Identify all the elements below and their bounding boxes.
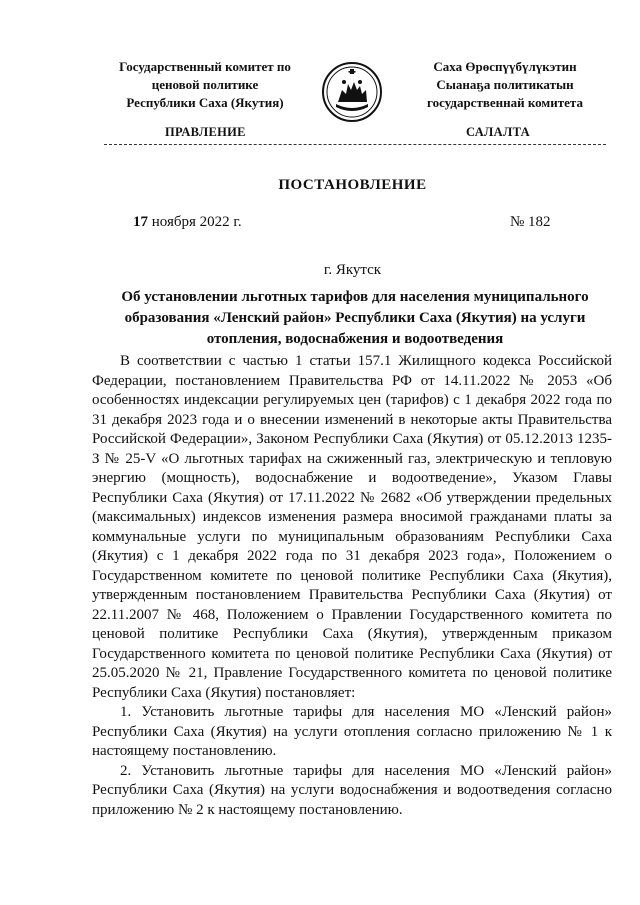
document-city: г. Якутск <box>323 262 382 278</box>
committee-name-sakha <box>405 58 605 112</box>
document-number: № 182 <box>510 214 551 230</box>
subject-line: Об установлении льготных тарифов для населения муниципального <box>121 289 589 305</box>
committee-name-sakha-line: Саха Өрөспүүбүлүкэтин <box>433 59 577 74</box>
board-label-sakha: САЛАЛТА <box>466 125 530 139</box>
date-rest: ноября 2022 г. <box>151 214 242 230</box>
body-paragraph: 1. Установить льготные тарифы для населения МО «Ленский район» Республики Саха (Якутия) на услуги отопления согласно приложению № 1 к настоящему постановлению. <box>92 704 612 759</box>
document-subject <box>100 287 610 350</box>
header-divider <box>104 144 606 145</box>
yakutia-coat-of-arms-icon <box>320 60 384 124</box>
date-day: 17 <box>133 214 148 230</box>
document-type: ПОСТАНОВЛЕНИЕ <box>278 177 427 193</box>
subject-line: отопления, водоснабжения и водоотведения <box>206 331 504 347</box>
board-label-ru: ПРАВЛЕНИЕ <box>165 125 246 139</box>
body-paragraph: 2. Установить льготные тарифы для населения МО «Ленский район» Республики Саха (Якутия) на услуги водоснабжения и водоотведения согласно приложению № 2 к настоящему постановлению. <box>92 762 612 818</box>
committee-name-sakha-line: Сыанаҕа политикатын <box>436 77 574 92</box>
document-body <box>92 352 612 820</box>
committee-name-sakha-line: государственнай комитета <box>427 95 583 110</box>
document-date <box>133 214 242 231</box>
body-paragraph: В соответствии с частью 1 статьи 157.1 Жилищного кодекса Российской Федерации, постановлением Правительства РФ от 14.11.2022 № 2053 «Об особенностях индексации регулируемых цен (тарифов) с 1 декабря 2022 года по 31 декабря 2023 года и о внесении изменений в некоторые акты Правительства Российской Федерации», Законом Республики Саха (Якутия) от 05.12.2013 1235-З № 25-V «О льготных тарифах на сжиженный газ, электрическую и тепловую энергию (мощность), водоснабжение и водоотведение», Указом Главы Республики Саха (Якутия) от 17.11.2022 № 2682 «Об утверждении предельных (максимальных) индексов изменения размера вносимой гражданами платы за коммунальные услуги по муниципальным образованиям Республики Саха (Якутия) с 1 декабря 2022 года по 31 декабря 2023 года», Положением о Государственном комитете по ценовой политике Республики Саха (Якутия), утвержденным постановлением Правительства Республики Саха (Якутия) от 22.11.2007 № 468, Положением о Правлении Государственного комитета по ценовой политике Республики Саха (Якутия), утвержденным приказом Государственного комитета по ценовой политике Республики Саха (Якутия) от 25.05.2020 № 21, Правление Государственного комитета по ценовой политике Республики Саха (Якутия) постановляет: <box>92 353 612 701</box>
committee-name-ru <box>100 58 310 112</box>
committee-name-ru-line: Республики Саха (Якутия) <box>126 95 284 110</box>
subject-line: образования «Ленский район» Республики Саха (Якутия) на услуги <box>124 310 586 326</box>
committee-name-ru-line: ценовой политике <box>151 77 259 92</box>
committee-name-ru-line: Государственный комитет по <box>119 59 291 74</box>
